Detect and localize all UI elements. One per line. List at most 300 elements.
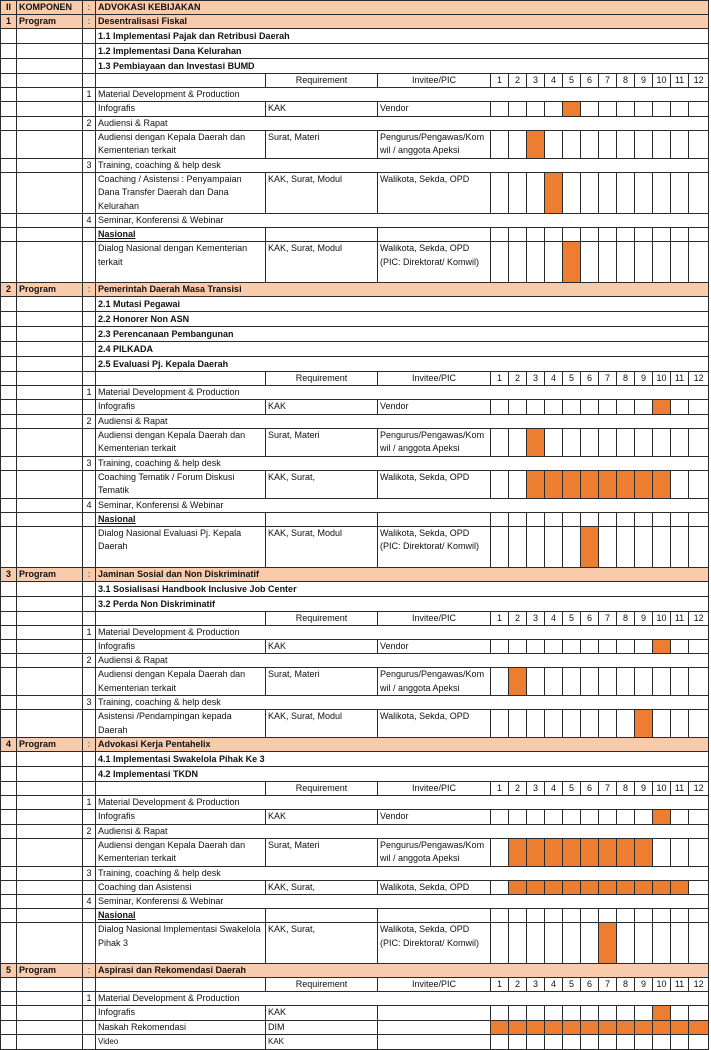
month-cell xyxy=(599,639,617,654)
program-row xyxy=(1,567,709,581)
activity-row xyxy=(1,242,709,283)
nasional-text: Nasional xyxy=(98,513,136,524)
column-header-row xyxy=(1,74,709,88)
activity-row xyxy=(1,810,709,825)
month-cell xyxy=(527,1006,545,1021)
activity-row xyxy=(1,526,709,567)
empty-cell xyxy=(266,512,378,526)
group-title: Training, coaching & help desk xyxy=(96,456,709,470)
group-number: 4 xyxy=(83,214,96,228)
month-header: 12 xyxy=(689,782,709,796)
month-cell-active xyxy=(617,880,635,895)
requirement-value: DIM xyxy=(266,1020,378,1035)
month-cell xyxy=(581,512,599,526)
month-cell xyxy=(617,130,635,158)
month-header: 4 xyxy=(545,782,563,796)
empty-cell xyxy=(1,581,17,596)
month-cell-active xyxy=(635,470,653,498)
activity-group-row xyxy=(1,116,709,130)
requirement-header: Requirement xyxy=(266,74,378,88)
activity-group-row xyxy=(1,414,709,428)
subprogram-row xyxy=(1,752,709,767)
month-cell xyxy=(671,838,689,866)
activity-name: Infografis xyxy=(96,400,266,415)
month-cell xyxy=(527,710,545,738)
month-cell-active xyxy=(635,1020,653,1035)
program-number: 2 xyxy=(1,283,17,297)
empty-cell xyxy=(17,866,83,880)
empty-cell xyxy=(1,838,17,866)
month-header: 7 xyxy=(599,611,617,625)
empty-cell xyxy=(17,88,83,102)
group-number: 1 xyxy=(83,796,96,810)
month-cell xyxy=(581,810,599,825)
group-title: Seminar, Konferensi & Webinar xyxy=(96,498,709,512)
activity-name: Naskah Rekomendasi xyxy=(96,1020,266,1035)
month-header: 7 xyxy=(599,978,617,992)
month-cell xyxy=(509,228,527,242)
empty-cell xyxy=(17,581,83,596)
month-cell xyxy=(671,130,689,158)
month-cell xyxy=(491,668,509,696)
month-cell-active xyxy=(563,470,581,498)
month-cell xyxy=(599,130,617,158)
empty-cell xyxy=(17,810,83,825)
activity-name: Infografis xyxy=(96,810,266,825)
month-cell xyxy=(653,102,671,117)
month-cell xyxy=(509,909,527,923)
column-header-row xyxy=(1,782,709,796)
requirement-value: KAK xyxy=(266,400,378,415)
empty-cell xyxy=(1,909,17,923)
activity-name: Asistensi /Pendampingan kepada Daerah xyxy=(96,710,266,738)
month-cell xyxy=(671,470,689,498)
month-cell xyxy=(689,880,709,895)
month-cell xyxy=(635,639,653,654)
empty-cell xyxy=(1,428,17,456)
invitee-value xyxy=(378,1020,491,1035)
month-header: 8 xyxy=(617,782,635,796)
empty-cell xyxy=(17,838,83,866)
nasional-row xyxy=(1,909,709,923)
program-title: Jaminan Sosial dan Non Diskriminatif xyxy=(96,567,709,581)
empty-cell xyxy=(17,696,83,710)
program-colon: : xyxy=(83,567,96,581)
month-cell xyxy=(509,810,527,825)
month-cell xyxy=(491,909,509,923)
empty-cell xyxy=(96,372,266,386)
empty-cell xyxy=(83,838,96,866)
month-cell xyxy=(617,428,635,456)
requirement-value: KAK, Surat, Modul xyxy=(266,242,378,283)
month-cell-active xyxy=(653,810,671,825)
month-cell-active xyxy=(653,400,671,415)
program-row xyxy=(1,738,709,752)
month-cell xyxy=(545,242,563,283)
empty-cell xyxy=(1,342,17,357)
month-cell xyxy=(635,172,653,214)
empty-cell xyxy=(1,866,17,880)
month-cell xyxy=(491,923,509,964)
empty-cell xyxy=(17,767,83,782)
month-cell xyxy=(599,810,617,825)
subprogram-title: 2.1 Mutasi Pegawai xyxy=(96,297,709,312)
invitee-header: Invitee/PIC xyxy=(378,978,491,992)
month-cell xyxy=(617,810,635,825)
activity-row xyxy=(1,639,709,654)
program-colon: : xyxy=(83,964,96,978)
month-cell xyxy=(599,172,617,214)
month-cell-active xyxy=(671,1020,689,1035)
month-cell xyxy=(653,710,671,738)
month-cell xyxy=(563,1006,581,1021)
group-number: 4 xyxy=(83,498,96,512)
month-cell xyxy=(509,470,527,498)
requirement-header: Requirement xyxy=(266,611,378,625)
month-cell xyxy=(509,710,527,738)
invitee-value xyxy=(378,1035,491,1050)
month-cell xyxy=(563,639,581,654)
group-number: 2 xyxy=(83,414,96,428)
empty-cell xyxy=(1,470,17,498)
month-cell xyxy=(509,400,527,415)
subprogram-row xyxy=(1,596,709,611)
group-number: 3 xyxy=(83,158,96,172)
month-cell xyxy=(527,242,545,283)
subprogram-title: 1.2 Implementasi Dana Kelurahan xyxy=(96,44,709,59)
group-title: Material Development & Production xyxy=(96,88,709,102)
activity-group-row xyxy=(1,214,709,228)
month-cell xyxy=(599,428,617,456)
invitee-value: Pengurus/Pengawas/Kom wil / anggota Apeksi xyxy=(378,668,491,696)
month-cell xyxy=(527,923,545,964)
month-cell xyxy=(491,228,509,242)
month-header: 9 xyxy=(635,978,653,992)
empty-cell xyxy=(83,810,96,825)
empty-cell xyxy=(1,456,17,470)
group-title: Material Development & Production xyxy=(96,992,709,1006)
month-cell-active xyxy=(545,172,563,214)
invitee-value: Pengurus/Pengawas/Kom wil / anggota Apeksi xyxy=(378,838,491,866)
month-cell xyxy=(671,228,689,242)
month-cell xyxy=(563,668,581,696)
invitee-value: Vendor xyxy=(378,102,491,117)
activity-group-row xyxy=(1,386,709,400)
month-header: 2 xyxy=(509,372,527,386)
invitee-value: Vendor xyxy=(378,810,491,825)
empty-cell xyxy=(1,312,17,327)
month-cell-active xyxy=(509,838,527,866)
nasional-label xyxy=(96,512,266,526)
invitee-value: Vendor xyxy=(378,400,491,415)
month-cell xyxy=(527,526,545,567)
subprogram-row xyxy=(1,357,709,372)
month-cell-active xyxy=(581,526,599,567)
subprogram-row xyxy=(1,312,709,327)
empty-cell xyxy=(1,386,17,400)
program-number: 3 xyxy=(1,567,17,581)
month-cell-active xyxy=(563,1020,581,1035)
program-colon: : xyxy=(83,15,96,29)
subprogram-row xyxy=(1,767,709,782)
month-cell xyxy=(671,428,689,456)
month-cell xyxy=(617,639,635,654)
month-cell xyxy=(635,512,653,526)
empty-cell xyxy=(17,752,83,767)
subprogram-row xyxy=(1,59,709,74)
empty-cell xyxy=(83,312,96,327)
subprogram-title: 4.1 Implementasi Swakelola Pihak Ke 3 xyxy=(96,752,709,767)
empty-cell xyxy=(1,59,17,74)
month-cell xyxy=(689,526,709,567)
month-cell-active xyxy=(527,1020,545,1035)
month-cell xyxy=(617,710,635,738)
month-cell xyxy=(599,228,617,242)
month-cell xyxy=(563,228,581,242)
month-header: 2 xyxy=(509,782,527,796)
month-cell xyxy=(509,242,527,283)
activity-name: Coaching / Asistensi : Penyampaian Dana Transfer Daerah dan Dana Kelurahan xyxy=(96,172,266,214)
month-cell xyxy=(545,710,563,738)
empty-cell xyxy=(1,357,17,372)
month-cell xyxy=(617,228,635,242)
invitee-value: Walikota, Sekda, OPD (PIC: Direktorat/ Komwil) xyxy=(378,242,491,283)
empty-cell xyxy=(1,74,17,88)
month-cell xyxy=(509,130,527,158)
nasional-text: Nasional xyxy=(98,229,136,239)
empty-cell xyxy=(1,102,17,117)
month-cell xyxy=(509,1035,527,1050)
activity-group-row xyxy=(1,824,709,838)
month-cell-active xyxy=(599,838,617,866)
activity-row xyxy=(1,923,709,964)
empty-cell xyxy=(17,824,83,838)
month-cell xyxy=(581,228,599,242)
month-cell xyxy=(545,1006,563,1021)
activity-name: Dialog Nasional Implementasi Swakelola Pihak 3 xyxy=(96,923,266,964)
program-label: Program xyxy=(17,964,83,978)
month-cell xyxy=(599,242,617,283)
empty-cell xyxy=(83,44,96,59)
empty-cell xyxy=(1,639,17,654)
month-cell-active xyxy=(581,838,599,866)
month-cell xyxy=(671,668,689,696)
empty-cell xyxy=(1,172,17,214)
month-cell xyxy=(671,102,689,117)
empty-cell xyxy=(83,782,96,796)
group-number: 2 xyxy=(83,824,96,838)
nasional-row xyxy=(1,512,709,526)
requirement-value: KAK xyxy=(266,810,378,825)
empty-cell xyxy=(83,978,96,992)
month-cell xyxy=(509,102,527,117)
empty-cell xyxy=(1,1006,17,1021)
month-header: 4 xyxy=(545,978,563,992)
month-cell xyxy=(689,909,709,923)
empty-cell xyxy=(83,752,96,767)
month-cell xyxy=(689,102,709,117)
month-cell xyxy=(545,923,563,964)
requirement-header: Requirement xyxy=(266,978,378,992)
month-header: 6 xyxy=(581,611,599,625)
month-cell xyxy=(563,923,581,964)
month-cell xyxy=(545,1035,563,1050)
empty-cell xyxy=(1,228,17,242)
empty-cell xyxy=(266,228,378,242)
subprogram-row xyxy=(1,29,709,44)
activity-row xyxy=(1,1020,709,1035)
empty-cell xyxy=(17,214,83,228)
header-colon: : xyxy=(83,1,96,15)
requirement-value: KAK xyxy=(266,639,378,654)
empty-cell xyxy=(1,992,17,1006)
month-cell xyxy=(563,810,581,825)
month-cell xyxy=(671,710,689,738)
month-header: 12 xyxy=(689,74,709,88)
program-title: Desentralisasi Fiskal xyxy=(96,15,709,29)
requirement-header: Requirement xyxy=(266,782,378,796)
activity-row xyxy=(1,710,709,738)
month-cell xyxy=(545,526,563,567)
empty-cell xyxy=(83,767,96,782)
empty-cell xyxy=(83,1035,96,1050)
month-cell xyxy=(545,228,563,242)
month-cell xyxy=(653,838,671,866)
month-cell xyxy=(635,1035,653,1050)
month-header: 4 xyxy=(545,611,563,625)
nasional-row xyxy=(1,228,709,242)
month-cell xyxy=(563,400,581,415)
empty-cell xyxy=(17,639,83,654)
month-cell xyxy=(689,172,709,214)
month-cell xyxy=(545,668,563,696)
month-cell xyxy=(617,172,635,214)
month-cell xyxy=(599,668,617,696)
month-cell xyxy=(491,512,509,526)
requirement-value: KAK, Surat, Modul xyxy=(266,526,378,567)
month-cell xyxy=(635,130,653,158)
empty-cell xyxy=(1,596,17,611)
month-header: 3 xyxy=(527,611,545,625)
empty-cell xyxy=(96,978,266,992)
empty-cell xyxy=(1,782,17,796)
month-cell xyxy=(509,1006,527,1021)
month-cell xyxy=(545,810,563,825)
month-cell xyxy=(653,428,671,456)
month-header: 8 xyxy=(617,611,635,625)
month-header: 12 xyxy=(689,611,709,625)
group-title: Material Development & Production xyxy=(96,386,709,400)
empty-cell xyxy=(1,242,17,283)
empty-cell xyxy=(1,400,17,415)
month-cell-active xyxy=(689,1020,709,1035)
empty-cell xyxy=(266,909,378,923)
month-cell xyxy=(617,909,635,923)
month-header: 3 xyxy=(527,74,545,88)
activity-name: Infografis xyxy=(96,639,266,654)
month-cell xyxy=(491,639,509,654)
program-number: 4 xyxy=(1,738,17,752)
empty-cell xyxy=(17,668,83,696)
program-colon: : xyxy=(83,738,96,752)
month-cell-active xyxy=(599,923,617,964)
table-header-row xyxy=(1,1,709,15)
empty-cell xyxy=(17,386,83,400)
subprogram-title: 3.2 Perda Non Diskriminatif xyxy=(96,596,709,611)
month-header: 10 xyxy=(653,611,671,625)
program-colon: : xyxy=(83,283,96,297)
month-cell xyxy=(563,172,581,214)
empty-cell xyxy=(17,297,83,312)
program-label: Program xyxy=(17,283,83,297)
month-cell xyxy=(671,810,689,825)
empty-cell xyxy=(83,74,96,88)
empty-cell xyxy=(83,880,96,895)
group-title: Audiensi & Rapat xyxy=(96,654,709,668)
month-cell xyxy=(491,1035,509,1050)
empty-cell xyxy=(17,909,83,923)
empty-cell xyxy=(1,512,17,526)
empty-cell xyxy=(1,880,17,895)
month-cell xyxy=(563,130,581,158)
month-cell xyxy=(689,470,709,498)
activity-group-row xyxy=(1,498,709,512)
group-number: 3 xyxy=(83,456,96,470)
group-number: 1 xyxy=(83,88,96,102)
activity-group-row xyxy=(1,625,709,639)
activity-row xyxy=(1,400,709,415)
empty-cell xyxy=(17,1006,83,1021)
month-header: 1 xyxy=(491,372,509,386)
invitee-value: Walikota, Sekda, OPD xyxy=(378,470,491,498)
month-cell xyxy=(491,242,509,283)
program-label: Program xyxy=(17,567,83,581)
program-number: 5 xyxy=(1,964,17,978)
header-komponen: KOMPONEN xyxy=(17,1,83,15)
invitee-value: Pengurus/Pengawas/Kom wil / anggota Apeksi xyxy=(378,130,491,158)
empty-cell xyxy=(1,696,17,710)
month-cell xyxy=(689,838,709,866)
requirement-value: KAK xyxy=(266,1035,378,1050)
month-cell xyxy=(581,710,599,738)
month-cell xyxy=(689,130,709,158)
month-header: 10 xyxy=(653,782,671,796)
month-cell xyxy=(527,172,545,214)
month-cell-active xyxy=(653,470,671,498)
activity-row xyxy=(1,838,709,866)
empty-cell xyxy=(1,895,17,909)
requirement-header: Requirement xyxy=(266,372,378,386)
empty-cell xyxy=(1,824,17,838)
activity-row xyxy=(1,130,709,158)
month-cell xyxy=(599,512,617,526)
empty-cell xyxy=(1,611,17,625)
program-row xyxy=(1,283,709,297)
month-header: 12 xyxy=(689,978,709,992)
empty-cell xyxy=(17,400,83,415)
empty-cell xyxy=(17,1020,83,1035)
month-cell-active xyxy=(599,880,617,895)
activity-group-row xyxy=(1,654,709,668)
month-cell xyxy=(491,102,509,117)
activity-row xyxy=(1,102,709,117)
empty-cell xyxy=(17,357,83,372)
empty-cell xyxy=(17,242,83,283)
month-cell xyxy=(563,909,581,923)
month-header: 12 xyxy=(689,372,709,386)
month-cell-active xyxy=(527,428,545,456)
month-header: 11 xyxy=(671,782,689,796)
